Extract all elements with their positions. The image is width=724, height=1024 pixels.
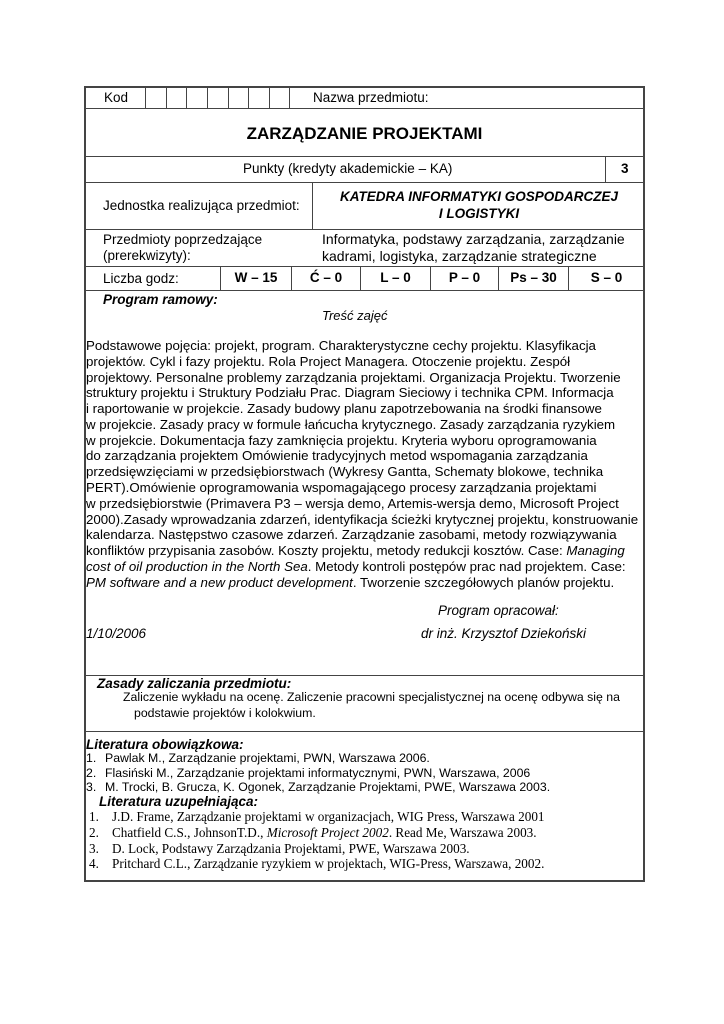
literature-item-number: 4. — [89, 856, 99, 871]
literature-item-text: D. Lock, Podstawy Zarządzania Projektami, PWE, Warszawa 2003. — [112, 841, 470, 856]
hours-project: P – 0 — [448, 270, 481, 285]
hours-label: Liczba godz: — [103, 271, 179, 286]
program-line — [86, 543, 644, 559]
supplementary-literature-heading: Literatura uzupełniająca: — [99, 794, 259, 809]
subject-name-label: Nazwa przedmiotu: — [313, 90, 429, 105]
case-title-part: Managing — [562, 543, 625, 559]
passing-rules-line2: podstawie projektów i kolokwium. — [134, 706, 316, 720]
literature-item — [89, 841, 470, 856]
literature-item-number: 3. — [86, 780, 97, 794]
prerequisites-label-line2: (prerekwizyty): — [103, 248, 191, 263]
literature-item — [86, 780, 551, 795]
program-heading: Program ramowy: — [103, 292, 218, 307]
literature-item — [89, 809, 545, 824]
case-title: PM software and a new product development — [86, 574, 353, 590]
literature-item — [86, 751, 430, 766]
hours-exercises: Ć – 0 — [309, 270, 343, 285]
section-divider — [84, 731, 645, 732]
program-line: struktury projektu i Struktury Podziału Prac. Diagram Sieciowy i technika CPM. Informacja — [86, 385, 614, 401]
row-divider — [84, 182, 645, 183]
program-line: przedsięwzięciami w przedsiębiorstwach (Wykresy Gantta, Schematy blokowe, technika — [86, 464, 604, 480]
literature-item-number: 3. — [89, 841, 99, 856]
case-title: cost of oil production in the North Sea — [86, 558, 308, 574]
literature-item — [89, 856, 545, 871]
prerequisites-line1: Informatyka, podstawy zarządzania, zarządzanie — [322, 231, 625, 247]
kod-box-divider — [186, 86, 187, 108]
program-line-text: konfliktów przypisania zasobów. Koszty projektu, metody redukcji kosztów. Case: — [86, 543, 563, 559]
literature-item-text: J.D. Frame, Zarządzanie projektami w organizacjach, WIG Press, Warszawa 2001 — [112, 809, 545, 824]
program-line: w przedsiębiorstwie (Primavera P3 – wersja demo, Artemis-wersja demo, Microsoft Project — [86, 495, 619, 511]
row-divider — [84, 108, 645, 109]
prerequisites-label-line1: Przedmioty poprzedzające — [103, 232, 263, 247]
literature-item-text: Pawlak M., Zarządzanie projektami, PWN, Warszawa 2006. — [105, 751, 430, 765]
kod-box-divider — [207, 86, 208, 108]
program-line-text: . Metody kontroli postępów prac nad projektem. Case: — [307, 558, 626, 574]
program-line — [86, 575, 644, 591]
passing-rules-heading: Zasady zaliczania przedmiotu: — [97, 676, 292, 691]
literature-item-number: 1. — [89, 809, 99, 824]
subject-title: ZARZĄDZANIE PROJEKTAMI — [246, 124, 483, 143]
author: dr inż. Krzysztof Dziekoński — [421, 626, 587, 641]
kod-label: Kod — [104, 90, 129, 105]
unit-name-line1: KATEDRA INFORMATYKI GOSPODARCZEJ — [339, 189, 618, 204]
row-divider — [84, 290, 645, 291]
literature-item-text: M. Trocki, B. Grucza, K. Ogonek, Zarządzanie Projektami, PWE, Warszawa 2003. — [105, 780, 551, 794]
literature-item-text — [112, 825, 537, 840]
credits-label: Punkty (kredyty akademickie – KA) — [243, 161, 453, 176]
hours-specialist: Ps – 30 — [510, 270, 557, 285]
row-divider — [84, 229, 645, 230]
kod-box-divider — [145, 86, 146, 108]
literature-item-number: 2. — [86, 766, 97, 780]
hours-lecture: W – 15 — [234, 270, 278, 285]
literature-item — [86, 766, 531, 781]
row-divider — [84, 266, 645, 267]
passing-rules-line1: Zaliczenie wykładu na ocenę. Zaliczenie pracowni specjalistycznej na ocenę odbywa się na — [123, 690, 620, 704]
row-divider — [84, 156, 645, 157]
program-line: PERT).Omówienie oprogramowania wspomagającego procesy zarządzania projektami — [86, 480, 597, 496]
kod-box-divider — [228, 86, 229, 108]
program-line: 2000).Zasady wprowadzania zdarzeń, identyfikacja ścieżki krytycznej projektu, konstruowanie — [86, 511, 639, 527]
prepared-by-label: Program opracował: — [438, 603, 559, 618]
program-line: projektowy. Personalne problemy zarządzania projektami. Organizacja Projektu. Tworzenie — [86, 369, 621, 385]
program-line: i raportowanie w projekcie. Zasady budowy planu zapotrzebowania na środki finansowe — [86, 401, 602, 417]
kod-box-divider — [289, 86, 290, 108]
literature-item-number: 1. — [86, 751, 97, 765]
literature-item-number: 2. — [89, 825, 99, 840]
literature-item-text: Pritchard C.L., Zarządzanie ryzykiem w projektach, WIG-Press, Warszawa, 2002. — [112, 856, 545, 871]
kod-box-divider — [269, 86, 270, 108]
literature-item-authors: Chatfield C.S., JohnsonT.D., — [112, 825, 267, 840]
program-line: projektów. Cykl i fazy projektu. Rola Project Managera. Otoczenie projektu. Zespół — [86, 353, 571, 369]
required-literature-heading: Literatura obowiązkowa: — [86, 737, 244, 752]
unit-name-line2: I LOGISTYKI — [438, 206, 520, 221]
literature-item-title: Microsoft Project 2002 — [266, 825, 389, 840]
program-line: do zarządzania projektem Omówienie tradycyjnych metod wspomagania zarządzania — [86, 448, 588, 464]
literature-item-text: Flasiński M., Zarządzanie projektami informatycznymi, PWN, Warszawa, 2006 — [105, 766, 531, 780]
cell-divider — [605, 156, 606, 182]
kod-box-divider — [248, 86, 249, 108]
kod-box-divider — [166, 86, 167, 108]
program-line: w projekcie. Zasady pracy w formule łańcucha krytycznego. Zasady zarządzania ryzykiem — [86, 416, 616, 432]
unit-label: Jednostka realizująca przedmiot: — [103, 198, 300, 213]
literature-item — [89, 825, 537, 840]
program-line: Podstawowe pojęcia: projekt, program. Charakterystyczne cechy projektu. Klasyfikacja — [86, 338, 596, 353]
program-line: kalendarza. Następstwo czasowe zdarzeń. Zarządzanie zasobami, metody rozwiązywania — [86, 527, 617, 543]
literature-item-publisher: . Read Me, Warszawa 2003. — [388, 825, 537, 840]
date: 1/10/2006 — [86, 626, 147, 641]
prerequisites-line2: kadrami, logistyka, zarządzanie strategiczne — [322, 248, 597, 264]
hours-seminar: S – 0 — [590, 270, 623, 285]
program-line — [86, 559, 644, 575]
program-line-text: . Tworzenie szczegółowych planów projektu. — [352, 574, 615, 590]
content-subheading: Treść zajęć — [322, 308, 388, 323]
credits-value: 3 — [621, 161, 629, 176]
hours-lab: L – 0 — [380, 270, 411, 285]
program-content — [86, 338, 644, 591]
program-line: w projekcie. Dokumentacja fazy zamknięcia projektu. Kryteria wyboru oprogramowania — [86, 432, 597, 448]
